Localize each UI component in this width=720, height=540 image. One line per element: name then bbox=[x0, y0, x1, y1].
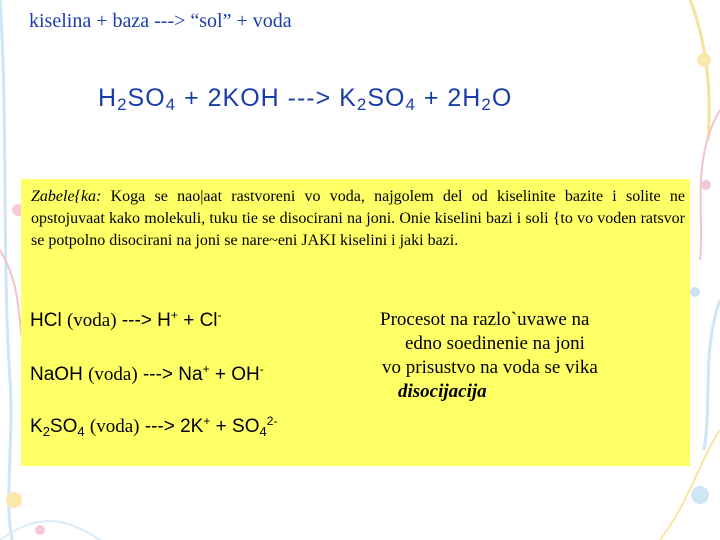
definition-line: vo prisustvo na voda se vika bbox=[382, 357, 598, 378]
neutralization-equation: $H_2SO_4 + 2KOH$ ---> $K_2SO_4 + 2H_2O$ bbox=[98, 84, 513, 114]
reaction-hcl: HCl (voda) ---> H+ + Cl- bbox=[30, 308, 222, 331]
note-lead: Zabele{ka: bbox=[31, 188, 102, 205]
reaction-naoh: NaOH (voda) ---> Na+ + OH- bbox=[30, 362, 264, 385]
note-text: Koga se nao|aat rastvoreni vo voda, najgolem del od kiselinite bazite i solite ne opstojuvaat kako molekuli, tuku tie se disocirani na joni. Onie kiselini bazi i soli {to vo voden ratsvor se potpolno disocirani na joni se nare~eni JAKI kiselini i jaki bazi. bbox=[31, 188, 685, 249]
reaction-k2so4: $K_2SO_4$ (voda) ---> $2K^+ + SO_4^{2-}$ bbox=[30, 414, 278, 439]
definition-line: edno soedinenie na joni bbox=[405, 333, 585, 354]
slide-title: kiselina + baza ---> “sol” + voda bbox=[29, 10, 292, 32]
definition-term: disocijacija bbox=[398, 381, 487, 402]
definition-line: Procesot na razlo`uvawe na bbox=[380, 309, 590, 330]
dissociation-definition bbox=[372, 308, 652, 404]
note-paragraph bbox=[31, 186, 685, 252]
